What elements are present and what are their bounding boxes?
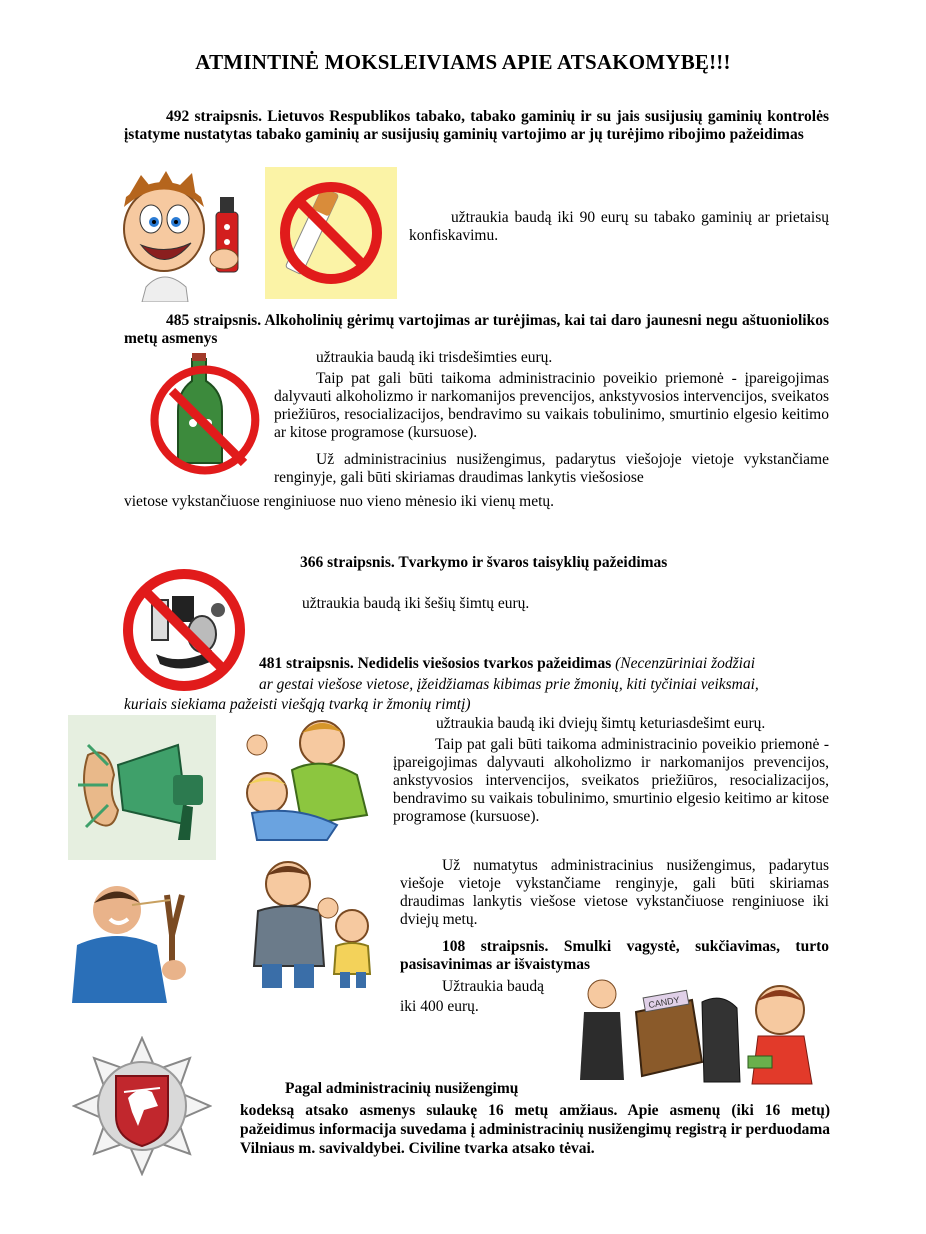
no-alcohol-sign xyxy=(150,351,260,476)
kids-fighting-illustration xyxy=(217,715,382,843)
no-smoking-sign xyxy=(265,167,397,299)
vaping-boy-illustration xyxy=(106,167,256,302)
police-badge-emblem xyxy=(72,1036,212,1176)
theft-illustration xyxy=(572,972,830,1090)
megaphone-ear-illustration xyxy=(68,715,216,860)
article-485-ban-continued: vietose vykstančiuose renginiuose nuo vieno mėnesio iki vienų metų. xyxy=(124,493,555,510)
article-492-heading: 492 straipsnis. Lietuvos Respublikos tabako, tabako gaminių ir su jais susijusių gaminių kontrolės įstatyme nustatytas tabako gaminių ar susijusių gaminių vartojimo ar jų turėjimo ribojimo pažeidimas xyxy=(124,108,829,143)
article-481-measure: Taip pat gali būti taikoma administracinio poveikio priemonė - įpareigojimas dalyvauti alkoholizmo ir narkomanijos prevencijos, ankstyvosios intervencijos, sveikatos priežiūros, resocializacijos, bendravimo su vaikais tobulinimo, smurtinio elgesio keitimo ar kitose programose (kursuose). xyxy=(393,736,829,825)
candy-sign-text: CANDY xyxy=(647,994,681,1011)
article-481-note-start: (Necenzūriniai žodžiai xyxy=(615,655,756,672)
no-littering-sign xyxy=(120,566,248,694)
article-108-text-line1: Užtraukia baudą xyxy=(442,978,544,995)
article-485-fine: užtraukia baudą iki trisdešimties eurų. xyxy=(316,349,553,366)
article-481-note-line2: ar gestai viešose vietose, įžeidžiamas kibimas prie žmonių, kiti tyčiniai veiksmai, xyxy=(259,676,759,693)
article-481-fine: užtraukia baudą iki dviejų šimtų keturiasdešimt eurų. xyxy=(436,715,766,732)
footer-line1: Pagal administracinių nusižengimų xyxy=(285,1080,519,1097)
article-485-measure: Taip pat gali būti taikoma administracinio poveikio priemonė - įpareigojimas dalyvauti alkoholizmo ir narkomanijos prevencijos, ankstyvosios intervencijos, sveikatos priežiūros, resocializacijos, bendravimo su vaikais tobulinimo, smurtinio elgesio keitimo ar kitose programose (kursuose). xyxy=(274,370,829,441)
article-492-text: užtraukia baudą iki 90 eurų su tabako gaminių ar prietaisų konfiskavimu. xyxy=(409,209,829,244)
article-481-heading-line xyxy=(259,655,829,673)
article-108-heading: 108 straipsnis. Smulki vagystė, sukčiavimas, turto pasisavinimas ar išvaistymas xyxy=(400,938,829,973)
article-481-heading: 481 straipsnis. Nedidelis viešosios tvarkos pažeidimas xyxy=(259,655,612,672)
boy-slingshot-photo xyxy=(72,875,202,1003)
article-485-ban: Už administracinius nusižengimus, padarytus viešojoje vietoje vykstančiame renginyje, gali būti skiriamas draudimas lankytis viešosiose xyxy=(274,451,829,486)
bully-kids-illustration xyxy=(240,856,382,991)
article-108-text-line2: iki 400 eurų. xyxy=(400,998,479,1015)
article-481-ban: Už numatytus administracinius nusižengimus, padarytus viešoje vietoje vykstančiame renginyje, gali būti skiriamas draudimas lankytis viešose vietose vykstančiuose renginiuose iki dviejų metų. xyxy=(400,857,829,928)
footer-text: kodeksą atsako asmenys sulaukę 16 metų amžiaus. Apie asmenų (iki 16 metų) pažeidimus informacija suvedama į administracinių nusižengimų registrą ir perduodama Vilniaus m. savivaldybei. Civiline tvarka atsako tėvai. xyxy=(240,1102,830,1157)
article-366-text: užtraukia baudą iki šešių šimtų eurų. xyxy=(302,595,530,612)
article-485-heading: 485 straipsnis. Alkoholinių gėrimų vartojimas ar turėjimas, kai tai daro jaunesni negu aštuoniolikos metų asmenys xyxy=(124,312,829,347)
page-title: ATMINTINĖ MOKSLEIVIAMS APIE ATSAKOMYBĘ!!! xyxy=(195,50,731,74)
article-366-heading: 366 straipsnis. Tvarkymo ir švaros taisyklių pažeidimas xyxy=(300,554,668,571)
article-481-note-line3: kuriais siekiama pažeisti viešąją tvarką ir žmonių rimtį) xyxy=(124,696,471,713)
